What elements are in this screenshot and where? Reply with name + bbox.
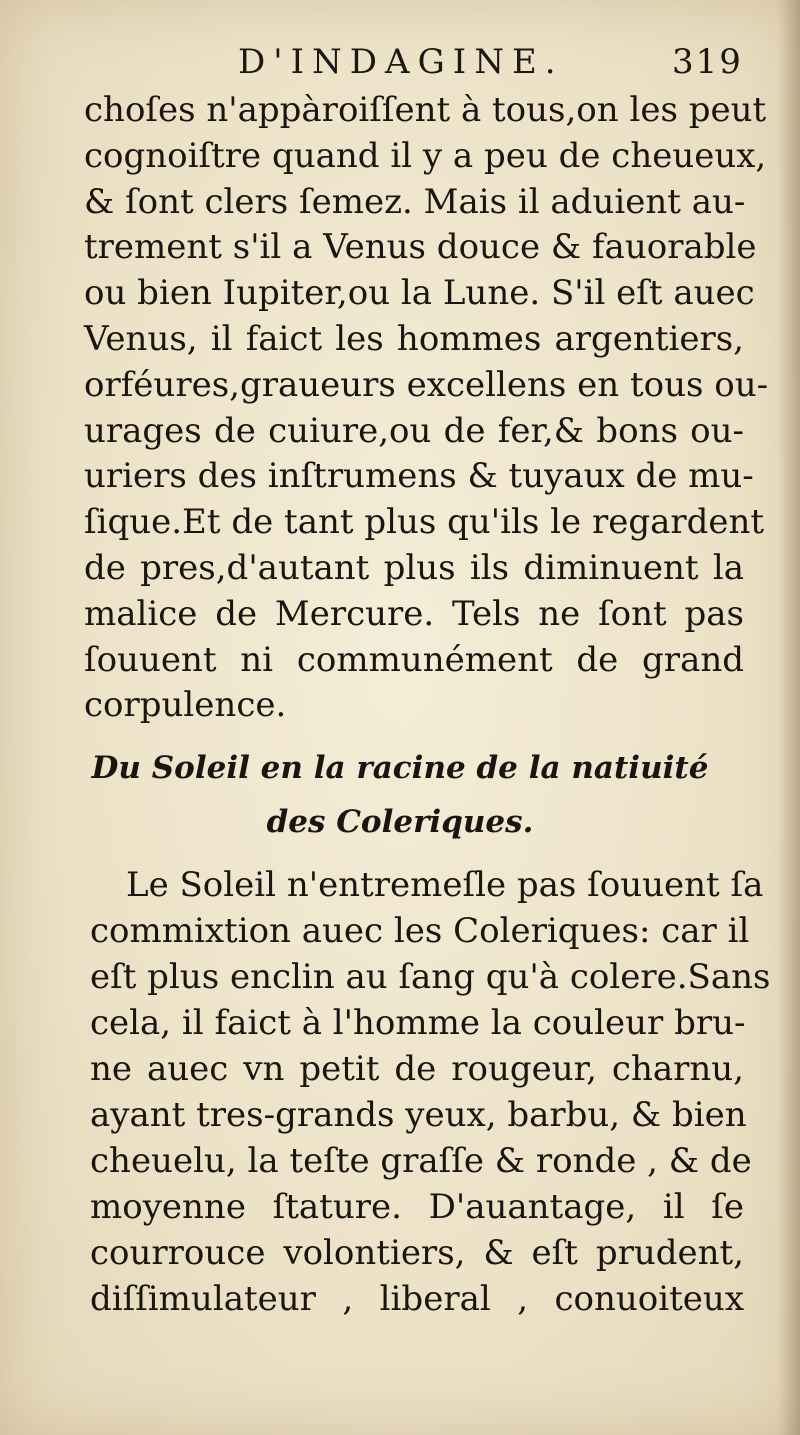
text-line: cela, il faict à l'homme la couleur bru- [90,1003,746,1043]
page-number: 319 [672,42,743,82]
text-line: moyenne ſtature. D'auantage, il ſe [90,1187,744,1227]
text-line: Venus, il faict les hommes argentiers, [84,318,744,359]
running-head: D'INDAGINE. [238,42,564,82]
text-line: diſſimulateur , liberal , conuoiteux [90,1279,744,1319]
text-line: cheuelu, la teſte graſſe & ronde , & de [90,1141,752,1181]
page-header [0,38,800,88]
paragraph-2 [90,862,771,1322]
section-heading-line-2: des Coleriques. [266,804,534,840]
text-line: trement s'il a Venus douce & fauorable [84,227,757,268]
text-line: courrouce volontiers, & eſt prudent, [90,1233,744,1273]
text-line: corpulence. [84,685,287,726]
text-line: de pres,d'autant plus ils diminuent la [84,547,744,588]
text-line: ou bien Iupiter,ou la Lune. S'il eſt auec [84,273,755,314]
text-line: orféures,graueurs excellens en tous ou- [84,364,769,405]
paragraph-1 [84,88,769,729]
section-heading-line-1: Du Soleil en la racine de la natiuité [91,750,709,786]
text-line: urages de cuiure,ou de fer,& bons ou- [84,410,744,451]
text-line: uriers des inſtrumens & tuyaux de mu- [84,456,754,497]
text-line: ayant tres-grands yeux, barbu, & bien [90,1095,747,1135]
text-line: & ſont clers ſemez. Mais il aduient au- [84,181,746,222]
text-line: ne auec vn petit de rougeur, charnu, [90,1049,744,1089]
text-line: choſes n'appàroiſſent à tous,on les peut [84,90,767,130]
text-line: ſique.Et de tant plus qu'ils le regardent [84,502,765,543]
text-line: Le Soleil n'entremeſle pas ſouuent ſa [126,865,764,905]
text-line: commixtion auec les Coleriques: car il [90,911,750,951]
text-line: cognoiſtre quand il y a peu de cheueux, [84,135,767,176]
text-line: ſouuent ni communément de grand [84,639,744,680]
text-line: malice de Mercure. Tels ne ſont pas [84,593,744,634]
text-line: eſt plus enclin au ſang qu'à colere.Sans [90,957,771,997]
